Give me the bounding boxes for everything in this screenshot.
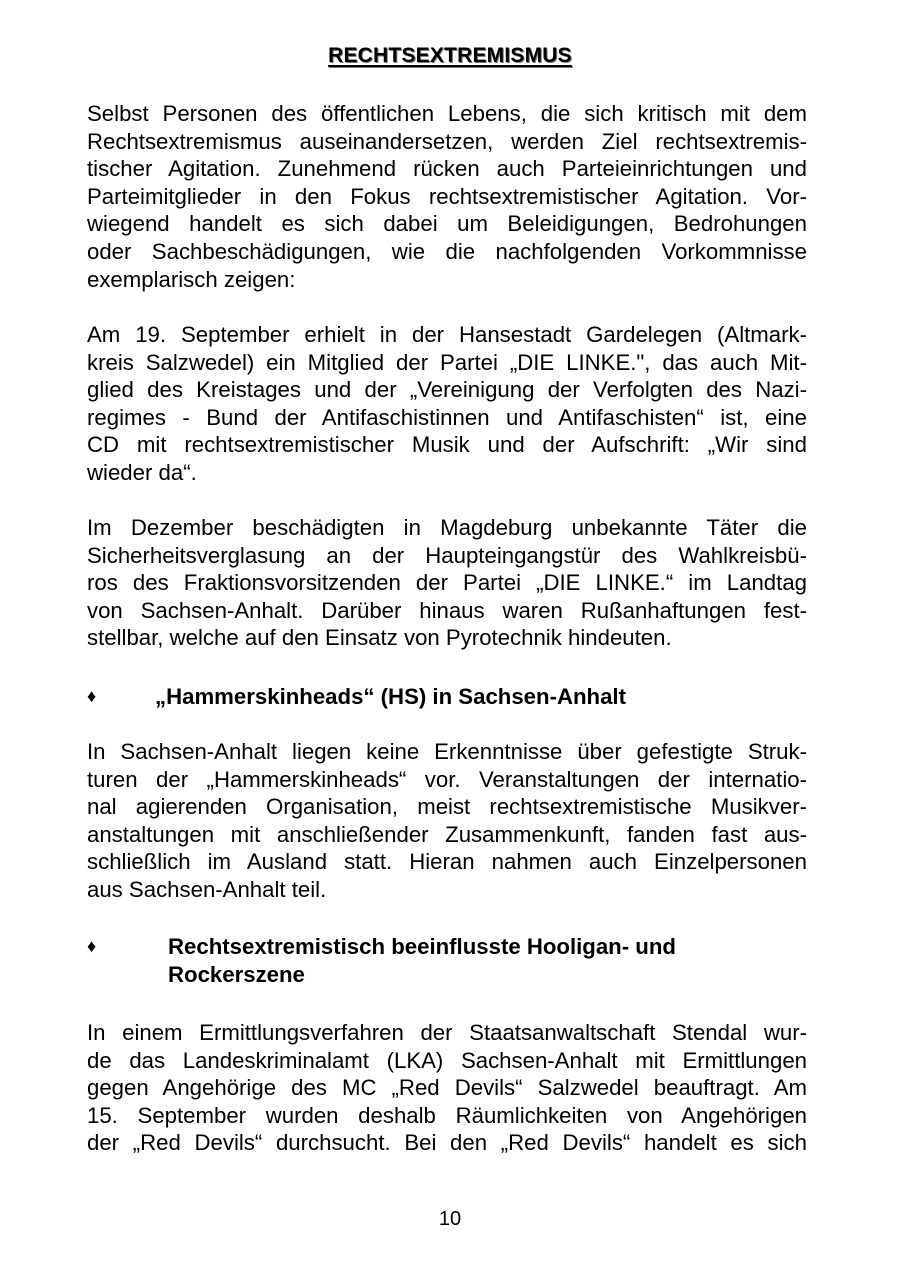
text-line: Rechtsextremismus auseinandersetzen, werden Ziel rechtsextremis- (87, 128, 807, 154)
diamond-bullet-icon: ♦ (87, 686, 97, 706)
text-line: turen der „Hammerskinheads“ vor. Veranstaltungen der internatio- (87, 766, 807, 792)
text-line: oder Sachbeschädigungen, wie die nachfolgenden Vorkommnisse (87, 238, 807, 264)
text-line: tischer Agitation. Zunehmend rücken auch Parteieinrichtungen und (87, 156, 807, 182)
text-line: regimes - Bund der Antifaschistinnen und Antifaschisten“ ist, eine (87, 404, 807, 430)
diamond-bullet-icon: ♦ (87, 936, 97, 956)
text-line: aus Sachsen-Anhalt teil. (87, 876, 327, 902)
text-line: In Sachsen-Anhalt liegen keine Erkenntnisse über gefestigte Struk- (87, 739, 807, 764)
text-line: kreis Salzwedel) ein Mitglied der Partei „DIE LINKE.", das auch Mit- (87, 349, 807, 375)
section-heading-hammerskinheads (87, 683, 807, 711)
paragraph-gardelegen (87, 321, 807, 487)
text-line: de das Landeskriminalamt (LKA) Sachsen-Anhalt mit Ermittlungen (87, 1047, 807, 1073)
text-line: von Sachsen-Anhalt. Darüber hinaus waren Rußanhaftungen fest- (87, 597, 807, 623)
text-line: CD mit rechtsextremistischer Musik und der Aufschrift: „Wir sind (87, 432, 807, 458)
text-line: anstaltungen mit anschließender Zusammenkunft, fanden fast aus- (87, 821, 807, 847)
text-line: glied des Kreistages und der „Vereinigung der Verfolgten des Nazi- (87, 377, 807, 403)
text-line: stellbar, welche auf den Einsatz von Pyrotechnik hindeuten. (87, 625, 672, 651)
text-line: wiegend handelt es sich dabei um Beleidigungen, Bedrohungen (87, 211, 807, 237)
text-line: gegen Angehörige des MC „Red Devils“ Salzwedel beauftragt. Am (87, 1075, 807, 1101)
paragraph-public-figures (87, 100, 807, 293)
page-number: 10 (438, 1208, 462, 1230)
text-line: 15. September wurden deshalb Räumlichkeiten von Angehörigen (87, 1102, 807, 1128)
text-line: exemplarisch zeigen: (87, 266, 296, 292)
text-line: Im Dezember beschädigten in Magdeburg unbekannte Täter die (87, 515, 807, 540)
text-line: Am 19. September erhielt in der Hansestadt Gardelegen (Altmark- (87, 322, 807, 347)
text-line: wieder da“. (87, 459, 197, 485)
heading-text: „Hammerskinheads“ (HS) in Sachsen-Anhalt (155, 684, 626, 709)
section-heading-hooligan-rocker (87, 933, 807, 989)
heading-text: Rechtsextremistisch beeinflusste Hooligan- und (168, 934, 676, 959)
text-line: der „Red Devils“ durchsucht. Bei den „Red Devils“ handelt es sich (87, 1130, 807, 1156)
paragraph-hammerskinheads (87, 738, 807, 904)
text-line: In einem Ermittlungsverfahren der Staatsanwaltschaft Stendal wur- (87, 1020, 807, 1045)
text-line: Parteimitglieder in den Fokus rechtsextremistischer Agitation. Vor- (87, 183, 807, 209)
paragraph-red-devils (87, 1019, 807, 1157)
text-line: Selbst Personen des öffentlichen Lebens, die sich kritisch mit dem (87, 101, 807, 126)
text-line: nal agierenden Organisation, meist rechtsextremistische Musikver- (87, 794, 807, 820)
text-line: schließlich im Ausland statt. Hieran nahmen auch Einzelpersonen (87, 849, 807, 875)
page-title: RECHTSEXTREMISMUS (328, 44, 572, 67)
heading-text: Rockerszene (168, 962, 305, 987)
paragraph-magdeburg (87, 514, 807, 652)
text-line: Sicherheitsverglasung an der Haupteingangstür des Wahlkreisbü- (87, 542, 807, 568)
text-line: ros des Fraktionsvorsitzenden der Partei „DIE LINKE.“ im Landtag (87, 570, 807, 596)
